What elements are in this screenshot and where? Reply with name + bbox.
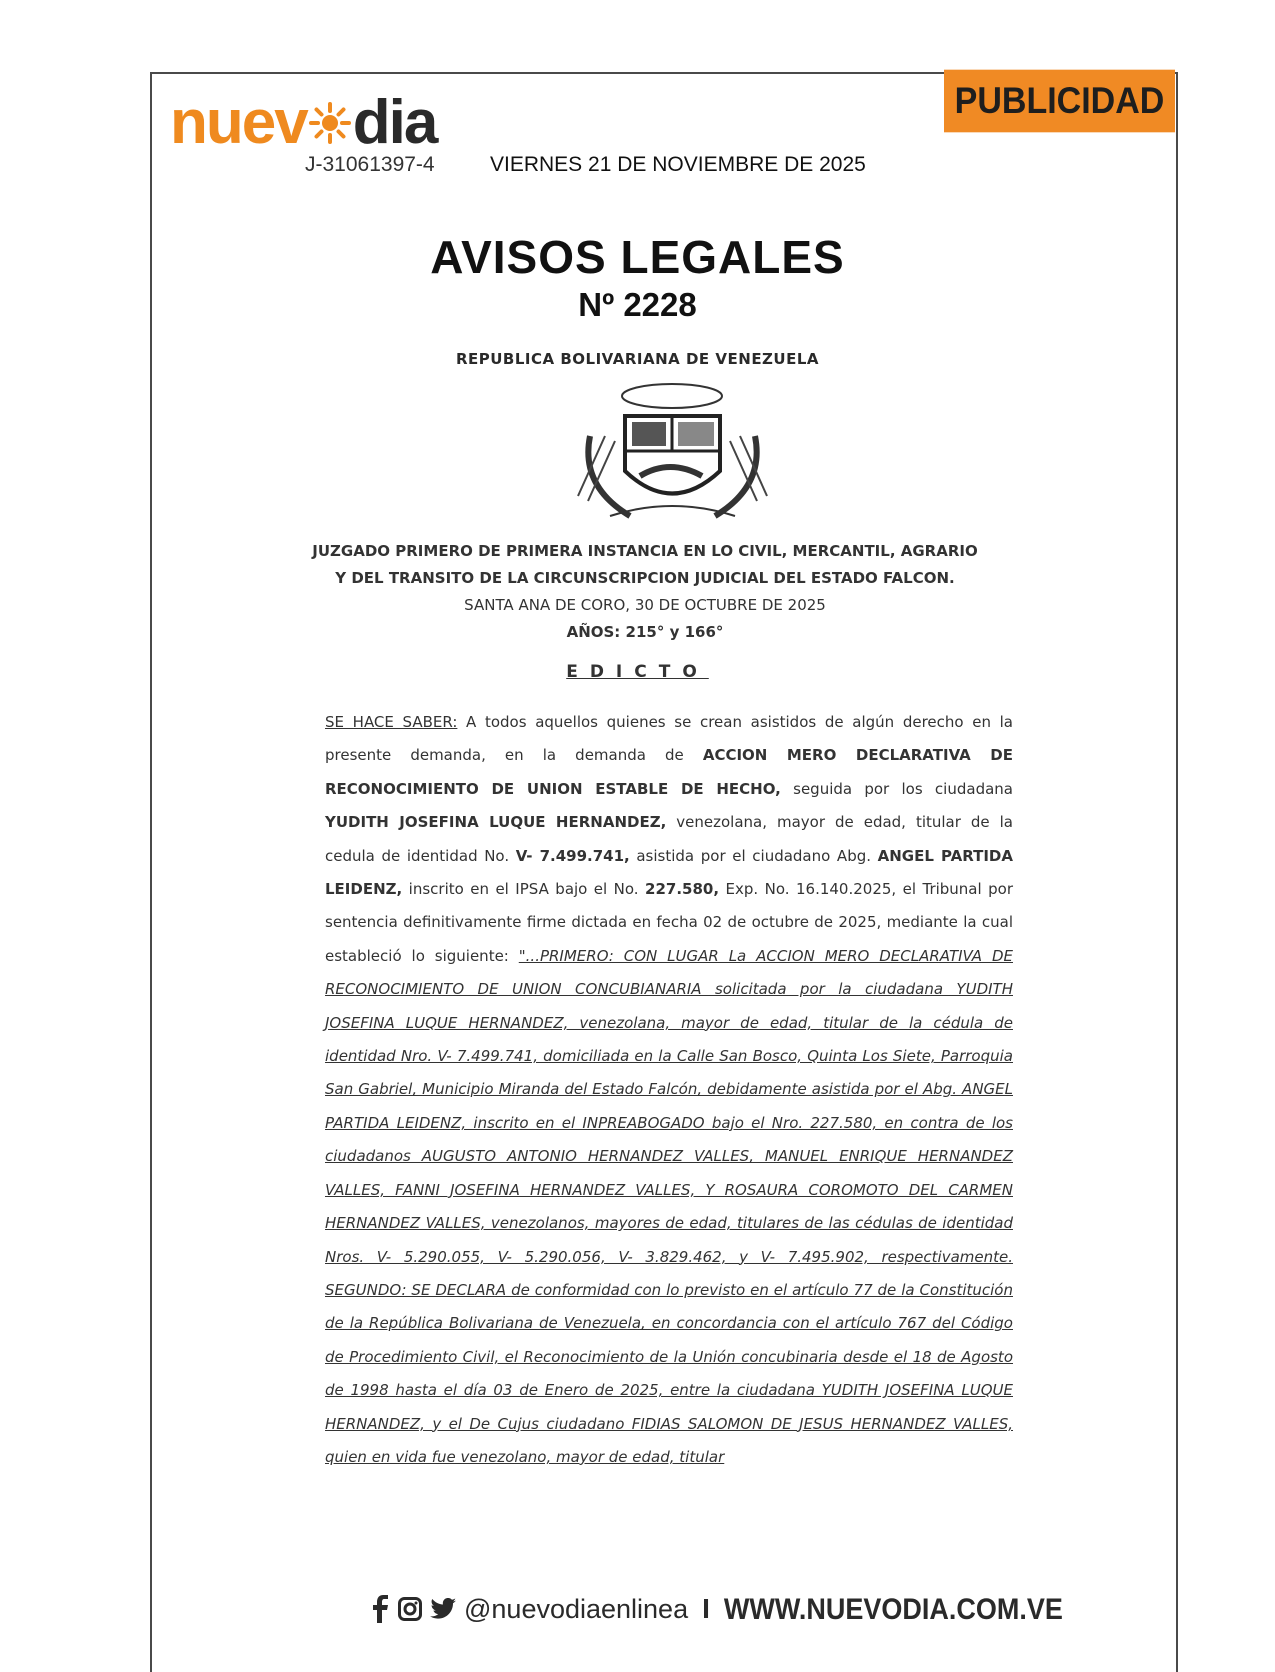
republic-heading: REPUBLICA BOLIVARIANA DE VENEZUELA	[455, 350, 820, 368]
facebook-icon[interactable]	[372, 1595, 390, 1623]
body-text-5: inscrito en el IPSA bajo el No.	[402, 880, 646, 899]
newspaper-logo: nuev dia	[170, 88, 437, 157]
lead-text: SE HACE SABER:	[325, 713, 458, 731]
instagram-icon[interactable]	[398, 1597, 422, 1621]
rif-number: J-31061397-4	[305, 153, 435, 176]
court-line-2: Y DEL TRANSITO DE LA CIRCUNSCRIPCION JUDICIAL DEL ESTADO FALCON.	[335, 569, 955, 587]
body-bold-4: ANGEL PARTIDA LEIDENZ,	[325, 846, 1013, 899]
twitter-icon[interactable]	[430, 1598, 456, 1620]
body-text-4: asistida por el ciudadano Abg.	[629, 846, 878, 865]
body-text-1: A todos aquellos quienes se crean asistidos de algún derecho en la presente demanda, en la demanda de	[325, 713, 1013, 765]
edict-body	[325, 706, 1013, 1474]
body-text-6: Exp. No. 16.140.2025, el Tribunal por sentencia definitivamente firme dictada en fecha 02 de octubre de 2025, mediante la cual estableció lo siguiente:	[325, 880, 1013, 965]
sun-icon	[308, 101, 352, 145]
body-bold-1: ACCION MERO DECLARATIVA DE RECONOCIMIENTO DE UNION ESTABLE DE HECHO,	[325, 746, 1013, 798]
footer-separator: I	[702, 1593, 710, 1624]
page-title: AVISOS LEGALES	[430, 231, 845, 283]
issue-number: Nº 2228	[578, 286, 697, 323]
footer	[372, 1593, 1063, 1625]
sentence-quote: "...PRIMERO: CON LUGAR La ACCION MERO DECLARATIVA DE RECONOCIMIENTO DE UNION CONCUBIANARIA solicitada por la ciudadana YUDITH JOSEFINA LUQUE HERNANDEZ, venezolana, mayor de edad, titular de la cédula de identidad Nro. V- 7.499.741, domiciliada en la Calle San Bosco, Quinta Los Siete, Parroquia San Gabriel, Municipio Miranda del Estado Falcón, debidamente asistida por el Abg. ANGEL PARTIDA LEIDENZ, inscrito en el INPREABOGADO bajo el Nro. 227.580, en contra de los ciudadanos AUGUSTO ANTONIO HERNANDEZ VALLES, MANUEL ENRIQUE HERNANDEZ VALLES, FANNI JOSEFINA HERNANDEZ VALLES, Y ROSAURA COROMOTO DEL CARMEN HERNANDEZ VALLES, venezolanos, mayores de edad, titulares de las cédulas de identidad Nros. V- 5.290.055, V- 5.290.056, V- 3.829.462, y V- 7.495.902, respectivamente. SEGUNDO: SE DECLARA de conformidad con lo previsto en el artículo 77 de la Constitución de la República Bolivariana de Venezuela, en concordancia con el artículo 767 del Código de Procedimiento Civil, el Reconocimiento de la Unión concubinaria desde el 18 de Agosto de 1998 hasta el día 03 de Enero de 2025, entre la ciudadana YUDITH JOSEFINA LUQUE HERNANDEZ, y el De Cujus ciudadano FIDIAS SALOMON DE JESUS HERNANDEZ VALLES, quien en vida fue venezolano, mayor de edad, titular	[325, 946, 1013, 1466]
body-text-3: venezolana, mayor de edad, titular de la cedula de identidad No.	[325, 813, 1013, 865]
body-bold-3: V- 7.499.741,	[515, 846, 630, 865]
court-place-date: SANTA ANA DE CORO, 30 DE OCTUBRE DE 2025	[464, 596, 826, 614]
court-years: AÑOS: 215° y 166°	[566, 623, 724, 641]
edicto-heading: EDICTO	[566, 662, 709, 682]
website-url: WWW.NUEVODIA.COM.VE	[723, 1591, 1063, 1625]
publicidad-tag: PUBLICIDAD	[944, 70, 1175, 133]
body-text-2: seguida por los ciudadana	[780, 779, 1013, 798]
social-handle: @nuevodiaenlinea	[464, 1593, 689, 1624]
body-bold-5: 227.580,	[645, 880, 720, 899]
court-line-1: JUZGADO PRIMERO DE PRIMERA INSTANCIA EN LO CIVIL, MERCANTIL, AGRARIO	[312, 542, 978, 560]
body-bold-2: YUDITH JOSEFINA LUQUE HERNANDEZ,	[325, 813, 667, 832]
coat-of-arms-icon	[570, 376, 775, 524]
court-heading	[300, 538, 990, 646]
publication-date: VIERNES 21 DE NOVIEMBRE DE 2025	[490, 153, 866, 176]
